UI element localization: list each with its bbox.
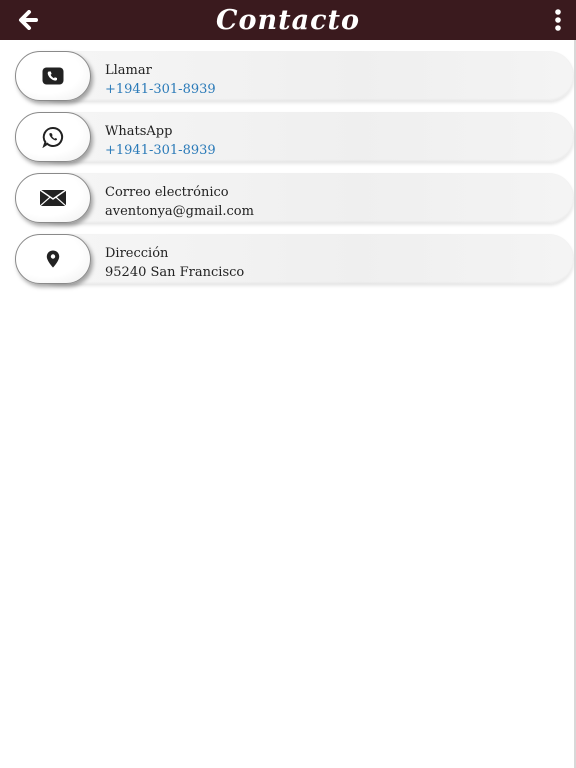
- address-button[interactable]: [15, 234, 91, 284]
- whatsapp-button[interactable]: [15, 112, 91, 162]
- whatsapp-icon: [42, 126, 64, 148]
- app-header: [0, 0, 576, 40]
- location-pin-icon: [46, 250, 60, 268]
- email-button[interactable]: [15, 173, 91, 223]
- whatsapp-number-link[interactable]: +1941-301-8939: [105, 143, 216, 158]
- contact-item-call: [0, 40, 576, 101]
- email-address[interactable]: aventonya@gmail.com: [105, 204, 254, 219]
- chevron-left-icon: [17, 10, 39, 30]
- contact-item-whatsapp: [0, 101, 576, 162]
- address-text[interactable]: 95240 San Francisco: [105, 265, 245, 280]
- phone-icon: [42, 67, 64, 85]
- page-title: Contacto: [215, 4, 360, 36]
- more-vertical-icon: [553, 9, 563, 31]
- contact-label: Llamar: [105, 63, 152, 78]
- contact-item-email: [0, 162, 576, 223]
- contact-label: Dirección: [105, 246, 169, 261]
- contact-label: Correo electrónico: [105, 185, 229, 200]
- overflow-menu-button[interactable]: [546, 6, 570, 34]
- phone-number-link[interactable]: +1941-301-8939: [105, 82, 216, 97]
- call-button[interactable]: [15, 51, 91, 101]
- envelope-icon: [40, 190, 66, 206]
- contact-label: WhatsApp: [105, 124, 173, 139]
- contact-item-address: [0, 223, 576, 284]
- back-button[interactable]: [14, 6, 42, 34]
- contact-list: [0, 40, 576, 284]
